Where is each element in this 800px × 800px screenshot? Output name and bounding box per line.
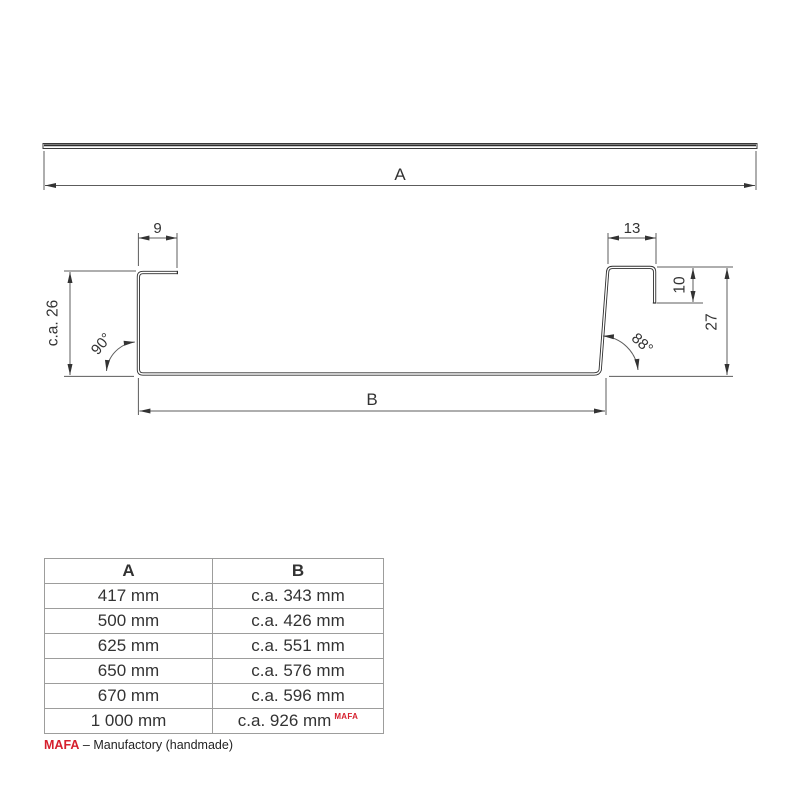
size-table	[44, 558, 384, 734]
table-row	[45, 584, 384, 609]
cell-a: 670 mm	[45, 684, 213, 709]
label-right-angle: 88°	[627, 329, 657, 358]
dimension-right-lip	[608, 233, 656, 264]
label-left-angle: 90°	[87, 329, 116, 359]
table-row	[45, 659, 384, 684]
label-right-height: 27	[703, 313, 721, 331]
cell-a: 417 mm	[45, 584, 213, 609]
cell-b: c.a. 426 mm	[213, 609, 384, 634]
mafa-superscript: MAFA	[334, 712, 359, 722]
label-right-flange-height: 10	[671, 276, 689, 294]
column-header-b: B	[213, 559, 384, 584]
column-header-a: A	[45, 559, 213, 584]
label-inner-width: B	[366, 390, 378, 409]
mafa-description: – Manufactory (handmade)	[82, 738, 233, 752]
profile-outline	[138, 267, 656, 374]
cell-a: 625 mm	[45, 634, 213, 659]
mafa-footnote	[44, 738, 233, 752]
cell-b: c.a. 343 mm	[213, 584, 384, 609]
cell-b	[213, 709, 384, 734]
cell-b: c.a. 551 mm	[213, 634, 384, 659]
cell-a: 1 000 mm	[45, 709, 213, 734]
label-overall-length: A	[394, 165, 406, 184]
cell-a: 650 mm	[45, 659, 213, 684]
dimension-left-height	[64, 271, 136, 376]
sheet-side-view	[43, 144, 757, 149]
label-left-lip-width: 9	[153, 220, 162, 237]
table-row	[45, 609, 384, 634]
mafa-abbr: MAFA	[44, 738, 80, 752]
label-left-height: c.a. 26	[44, 299, 62, 347]
cell-a: 500 mm	[45, 609, 213, 634]
table-row	[45, 634, 384, 659]
cell-b: c.a. 576 mm	[213, 659, 384, 684]
table-row	[45, 709, 384, 734]
dimension-right-flange	[657, 267, 733, 303]
cell-b-value: c.a. 926 mm	[237, 711, 332, 730]
table-row	[45, 684, 384, 709]
label-right-lip-width: 13	[623, 220, 641, 237]
dimension-left-lip	[138, 233, 177, 268]
cell-b: c.a. 596 mm	[213, 684, 384, 709]
table-header-row	[45, 559, 384, 584]
